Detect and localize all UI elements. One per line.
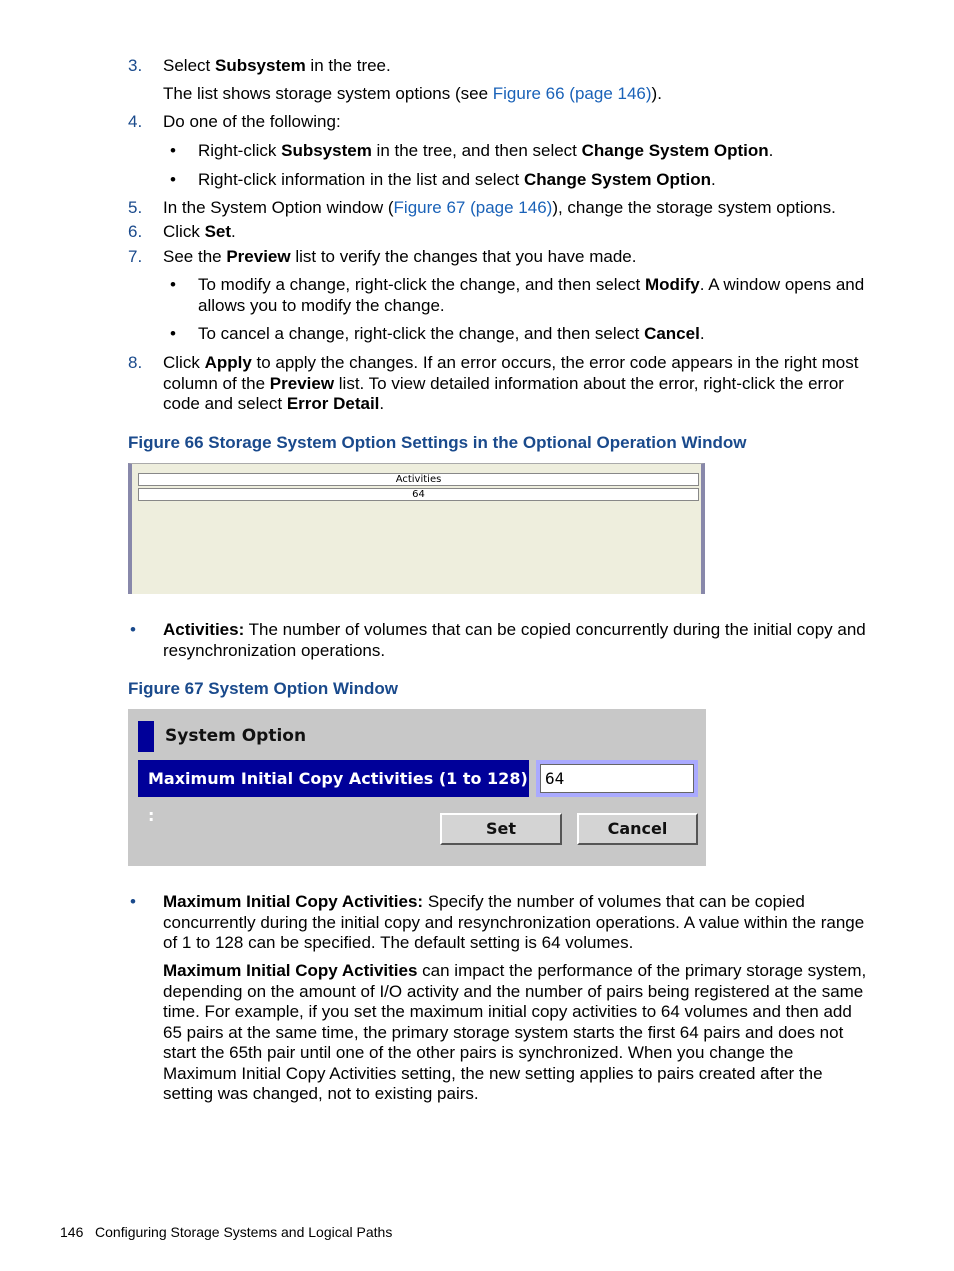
step-3-number: 3. (128, 56, 143, 75)
step-4-bullet-2: Right-click information in the list and select Change System Option. (198, 170, 716, 189)
page-footer (60, 1222, 392, 1243)
figure-66-link[interactable]: Figure 66 (page 146) (492, 84, 652, 103)
step-7-number: 7. (128, 247, 143, 266)
step-7-bullet-1: To modify a change, right-click the change, and then select Modify. A window opens and allows you to modify the change. (198, 275, 865, 315)
activities-note: Activities: The number of volumes that can be copied concurrently during the initial copy and resynchronization operations. (163, 620, 866, 660)
max-initial-copy-value[interactable]: 64 (540, 764, 694, 793)
max-initial-copy-detail: Maximum Initial Copy Activities can impact the performance of the primary storage system, depending on the amount of I/O activity and the number of pairs being registered at the same time. For example, if you set the maximum initial copy activities to 64 volumes and then add 65 pairs at the same time, the primary storage system starts the first 64 pairs and does not start the 65th pair until one of the other pairs is synchronized. When you change the Maximum Initial Copy Activities setting, the new setting applies to pairs created after the setting was changed, not to existing pairs. (163, 961, 867, 1103)
section-title: Configuring Storage Systems and Logical Paths (95, 1224, 393, 1240)
step-3-subtext: The list shows storage system options (see Figure 66 (page 146)). (163, 84, 662, 103)
step-3-text: Select Subsystem in the tree. (163, 56, 391, 75)
step-4-bullet-1: Right-click Subsystem in the tree, and then select Change System Option. (198, 141, 774, 160)
bullet: • (130, 892, 136, 911)
step-6-number: 6. (128, 222, 143, 241)
system-option-title: System Option (165, 726, 307, 746)
step-5-number: 5. (128, 198, 143, 217)
step-8-number: 8. (128, 353, 143, 372)
title-marker (138, 721, 154, 752)
figure-66-title: Figure 66 Storage System Option Settings in the Optional Operation Window (128, 433, 747, 452)
activities-value-row[interactable]: 64 (138, 488, 699, 501)
step-4-text: Do one of the following: (163, 112, 341, 131)
max-initial-copy-label: Maximum Initial Copy Activities (1 to 128) : (138, 760, 529, 797)
max-initial-copy-note: Maximum Initial Copy Activities: Specify the number of volumes that can be copied concurrently during the initial copy and resynchronization operations. A value within the range of 1 to 128 can be specified. The default setting is 64 volumes. (163, 892, 865, 952)
bullet: • (170, 170, 176, 189)
activities-header[interactable]: Activities (138, 473, 699, 486)
step-8-text: Click Apply to apply the changes. If an error occurs, the error code appears in the right most column of the Preview list. To view detailed information about the error, right-click the error code and select Error Detail. (163, 353, 859, 413)
bullet: • (170, 275, 176, 294)
step-7-bullet-2: To cancel a change, right-click the change, and then select Cancel. (198, 324, 705, 343)
cancel-button[interactable]: Cancel (577, 813, 698, 845)
bullet: • (170, 141, 176, 160)
step-4-number: 4. (128, 112, 143, 131)
max-initial-copy-input[interactable] (536, 760, 698, 797)
system-option-window (128, 709, 706, 866)
figure-67-title: Figure 67 System Option Window (128, 679, 398, 698)
bullet: • (130, 620, 136, 639)
figure-66-window (128, 463, 705, 594)
step-6-text: Click Set. (163, 222, 236, 241)
step-7-text: See the Preview list to verify the changes that you have made. (163, 247, 637, 266)
page-number: 146 (60, 1224, 84, 1240)
figure-67-link[interactable]: Figure 67 (page 146) (393, 198, 553, 217)
set-button[interactable]: Set (440, 813, 562, 845)
step-5-text: In the System Option window (Figure 67 (page 146)), change the storage system options. (163, 198, 836, 217)
bullet: • (170, 324, 176, 343)
